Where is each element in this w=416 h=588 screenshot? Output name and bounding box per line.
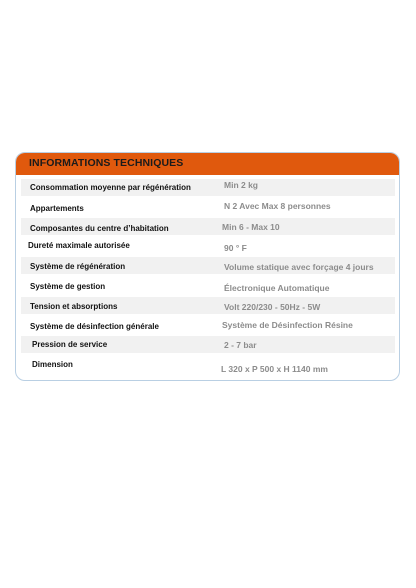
spec-label: Appartements <box>30 204 84 213</box>
spec-value: Système de Désinfection Résine <box>222 320 353 330</box>
spec-label: Consommation moyenne par régénération <box>30 183 191 192</box>
spec-value: Électronique Automatique <box>224 283 330 293</box>
spec-label: Composantes du centre d’habitation <box>30 224 169 233</box>
spec-value: Volume statique avec forçage 4 jours <box>224 262 374 272</box>
spec-label: Pression de service <box>32 340 108 349</box>
card-header <box>16 153 399 175</box>
spec-value: L 320 x P 500 x H 1140 mm <box>221 364 328 374</box>
spec-label: Dimension <box>32 360 73 369</box>
spec-value: 2 - 7 bar <box>224 340 257 350</box>
technical-info-card <box>15 152 400 381</box>
spec-label: Système de régénération <box>30 262 126 271</box>
spec-value: Volt 220/230 - 50Hz - 5W <box>224 302 321 312</box>
spec-row <box>21 356 395 373</box>
section-title: INFORMATIONS TECHNIQUES <box>29 157 184 169</box>
spec-label: Système de gestion <box>30 282 106 291</box>
spec-label: Dureté maximale autorisée <box>28 241 130 250</box>
spec-label: Système de désinfection générale <box>30 322 159 331</box>
spec-value: 90 ° F <box>224 243 247 253</box>
spec-value: N 2 Avec Max 8 personnes <box>224 201 331 211</box>
spec-value: Min 2 kg <box>224 180 259 190</box>
spec-value: Min 6 - Max 10 <box>222 222 280 232</box>
spec-label: Tension et absorptions <box>30 302 118 311</box>
